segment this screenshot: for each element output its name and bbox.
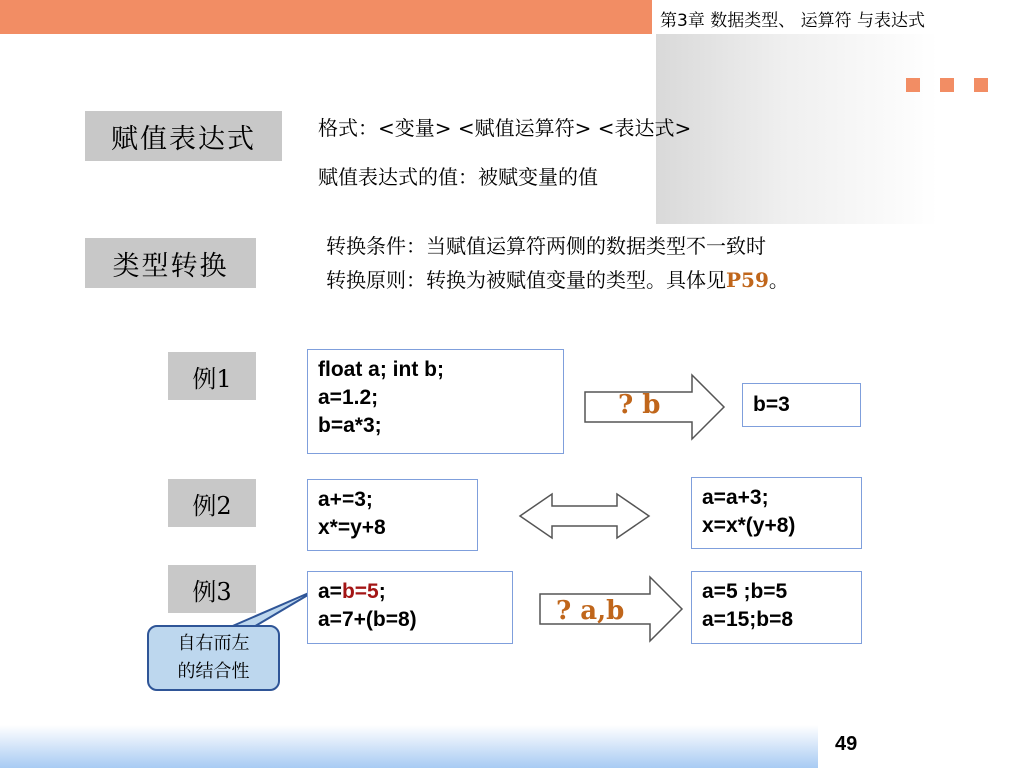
example2-result-box bbox=[691, 477, 862, 549]
result-line: a=a+3; bbox=[702, 486, 769, 509]
code-suffix: ; bbox=[378, 580, 386, 603]
page-number: 49 bbox=[835, 733, 858, 755]
example1-arrow-label: ? b bbox=[618, 390, 661, 420]
assignment-expression-label: 赋值表达式 bbox=[85, 111, 282, 161]
callout-line: 的结合性 bbox=[177, 661, 250, 682]
example3-arrow-label: ? a,b bbox=[556, 596, 625, 626]
code-line: x*=y+8 bbox=[318, 516, 386, 539]
example2-code-box bbox=[307, 479, 478, 551]
code-highlight: b=5 bbox=[341, 580, 379, 603]
format-line: 格式：<变量> <赋值运算符> <表达式> bbox=[318, 116, 692, 140]
type-conversion-label: 类型转换 bbox=[85, 238, 256, 288]
rule-suffix: 。 bbox=[768, 268, 789, 292]
condition-line: 转换条件：当赋值运算符两侧的数据类型不一致时 bbox=[326, 234, 766, 258]
code-line: b=a*3; bbox=[318, 414, 382, 437]
example3-result-box bbox=[691, 571, 862, 644]
result-line: x=x*(y+8) bbox=[702, 514, 796, 537]
code-line: a+=3; bbox=[318, 488, 373, 511]
result-line: a=5 ;b=5 bbox=[702, 580, 788, 603]
chapter-title: 第3章 数据类型、 运算符 与表达式 bbox=[660, 11, 926, 31]
double-arrow-icon bbox=[520, 494, 649, 538]
example3-label: 例3 bbox=[168, 565, 256, 613]
example2-label: 例2 bbox=[168, 479, 256, 527]
example1-code-box bbox=[307, 349, 564, 454]
example1-label: 例1 bbox=[168, 352, 256, 400]
footer-bar bbox=[0, 725, 818, 768]
callout-line: 自右而左 bbox=[177, 633, 250, 654]
result-line: b=3 bbox=[753, 393, 790, 416]
code-line: a=1.2; bbox=[318, 386, 379, 409]
code-line: a=7+(b=8) bbox=[318, 608, 417, 631]
page-reference: P59 bbox=[726, 268, 769, 292]
code-line: float a; int b; bbox=[318, 358, 444, 381]
value-line: 赋值表达式的值：被赋变量的值 bbox=[318, 165, 598, 189]
code-prefix: a= bbox=[318, 580, 342, 603]
rule-prefix: 转换原则：转换为被赋值变量的类型。具体见 bbox=[326, 268, 726, 292]
example3-code-box bbox=[307, 571, 513, 644]
result-line: a=15;b=8 bbox=[702, 608, 794, 631]
code-line bbox=[318, 578, 502, 606]
example1-result-box bbox=[742, 383, 861, 427]
associativity-callout bbox=[147, 625, 280, 691]
